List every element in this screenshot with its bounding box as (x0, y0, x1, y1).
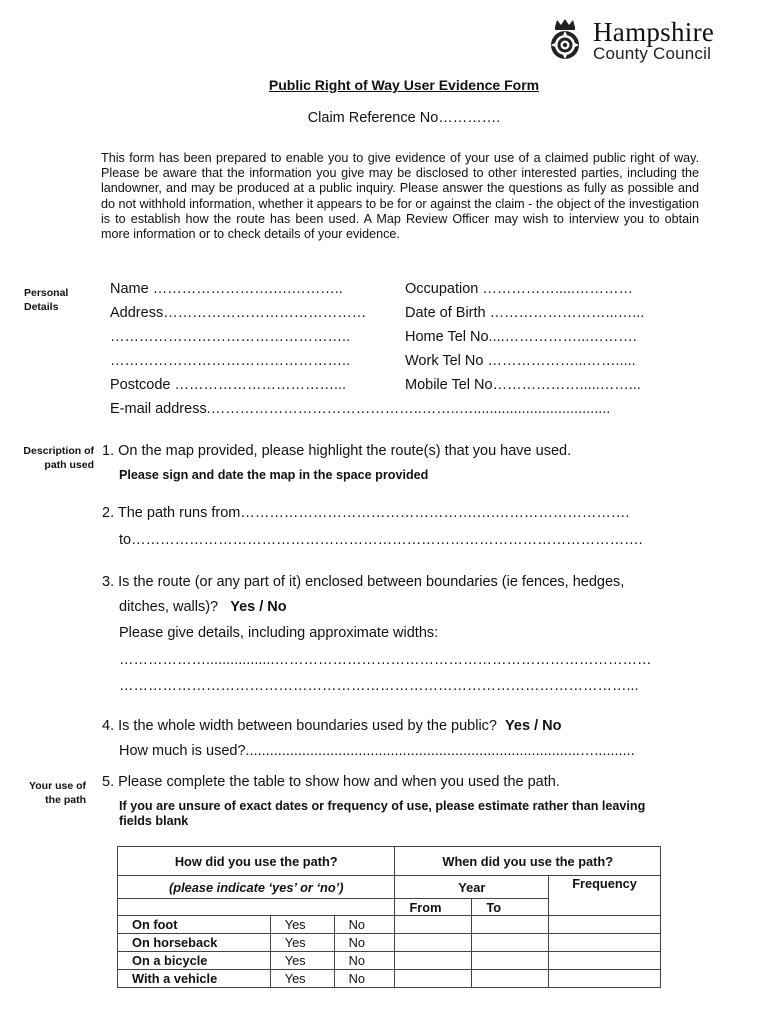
mode-label: On horseback (118, 934, 271, 952)
section-label-personal: Personal Details (24, 287, 69, 313)
section-label-description: Description of path used (23, 445, 94, 471)
no-option[interactable]: No (334, 934, 395, 952)
section-label-use: Your use of the path (29, 780, 86, 806)
name-field[interactable]: Name …………………….….……….. (110, 281, 343, 297)
to-cell[interactable] (472, 970, 549, 988)
frequency-cell[interactable] (549, 952, 661, 970)
occupation-field[interactable]: Occupation …………….....………… (405, 281, 634, 297)
yes-option[interactable]: Yes (270, 916, 334, 934)
question-2-from-field[interactable]: 2. The path runs from………………………………………….….………………………. (102, 505, 630, 521)
mobile-tel-field[interactable]: Mobile Tel No……………….....……... (405, 377, 641, 393)
no-option[interactable]: No (334, 970, 395, 988)
to-cell[interactable] (472, 916, 549, 934)
question-3-line2 (119, 599, 287, 615)
yes-option[interactable]: Yes (270, 970, 334, 988)
question-1-note: Please sign and date the map in the space provided (119, 468, 429, 482)
question-4-yes-no[interactable]: Yes / No (505, 718, 562, 734)
question-2-to-field[interactable]: to……………………………………………………………………………………………. (119, 532, 643, 548)
question-3-blank-line1[interactable]: ……………….................…………………………………………………………………… (119, 652, 652, 668)
mode-label: On a bicycle (118, 952, 271, 970)
year-header: Year (395, 876, 549, 899)
address-field[interactable]: Address…………………………………… (110, 305, 367, 321)
to-cell[interactable] (472, 952, 549, 970)
claim-reference-field[interactable]: Claim Reference No…………. (307, 110, 501, 126)
question-3-text: ditches, walls)? (119, 599, 219, 615)
home-tel-field[interactable]: Home Tel No....……………...………. (405, 329, 637, 345)
frequency-header: Frequency (549, 876, 661, 916)
table-row (118, 970, 661, 988)
question-1: 1. On the map provided, please highlight the route(s) that you have used. (102, 443, 572, 459)
address-line3-field[interactable]: ………………………………………….. (110, 353, 351, 369)
how-header: How did you use the path? (118, 847, 395, 876)
work-tel-field[interactable]: Work Tel No ………………...……..... (405, 353, 636, 369)
yes-option[interactable]: Yes (270, 952, 334, 970)
question-4 (102, 718, 561, 734)
question-5: 5. Please complete the table to show how and when you used the path. (102, 774, 560, 790)
frequency-cell[interactable] (549, 970, 661, 988)
question-3-details: Please give details, including approximate widths: (119, 625, 439, 641)
form-title: Public Right of Way User Evidence Form (268, 77, 540, 93)
table-row (118, 952, 661, 970)
question-4-text: 4. Is the whole width between boundaries used by the public? (102, 718, 497, 734)
frequency-cell[interactable] (549, 916, 661, 934)
when-header: When did you use the path? (395, 847, 661, 876)
date-of-birth-field[interactable]: Date of Birth ……………………...…... (405, 305, 645, 321)
no-option[interactable]: No (334, 916, 395, 934)
blank-header-cell (118, 899, 395, 916)
postcode-field[interactable]: Postcode ……………………………... (110, 377, 347, 393)
question-3: 3. Is the route (or any part of it) enclosed between boundaries (ie fences, hedges, (102, 574, 625, 590)
intro-paragraph: This form has been prepared to enable you to give evidence of your use of a claimed public right of way. Please be aware that the information you give may be disclosed to other interested parties, including the landowner, and may be produced at a public inquiry. Please answer the questions as fully as possible and do not withhold information, whether it appears to be for or against the claim - the object of the investigation is to establish how the route has been used. A Map Review Officer may wish to interview you to obtain more information or to check details of your evidence. (101, 151, 699, 242)
from-header: From (395, 899, 472, 916)
question-3-yes-no[interactable]: Yes / No (230, 599, 287, 615)
from-cell[interactable] (395, 970, 472, 988)
crest-icon (545, 18, 585, 62)
address-line2-field[interactable]: ………………………………………….. (110, 329, 351, 345)
no-option[interactable]: No (334, 952, 395, 970)
from-cell[interactable] (395, 934, 472, 952)
table-row (118, 916, 661, 934)
table-row (118, 934, 661, 952)
indicate-instruction: (please indicate ‘yes’ or ‘no’) (118, 876, 395, 899)
email-field[interactable]: E-mail address.……………………………………..……..….................................. (110, 401, 611, 417)
to-header: To (472, 899, 549, 916)
yes-option[interactable]: Yes (270, 934, 334, 952)
question-3-blank-line2[interactable]: ……………………………………………………………………………………………... (119, 678, 639, 694)
org-name: Hampshire (593, 17, 715, 47)
question-4-how-much-field[interactable]: How much is used?...................................................................................….......... (119, 743, 635, 759)
mode-label: On foot (118, 916, 271, 934)
from-cell[interactable] (395, 952, 472, 970)
to-cell[interactable] (472, 934, 549, 952)
usage-table (117, 846, 661, 988)
from-cell[interactable] (395, 916, 472, 934)
org-subtitle: County Council (593, 44, 712, 63)
question-5-note: If you are unsure of exact dates or frequency of use, please estimate rather than leaving fields blank (119, 799, 646, 828)
mode-label: With a vehicle (118, 970, 271, 988)
frequency-cell[interactable] (549, 934, 661, 952)
